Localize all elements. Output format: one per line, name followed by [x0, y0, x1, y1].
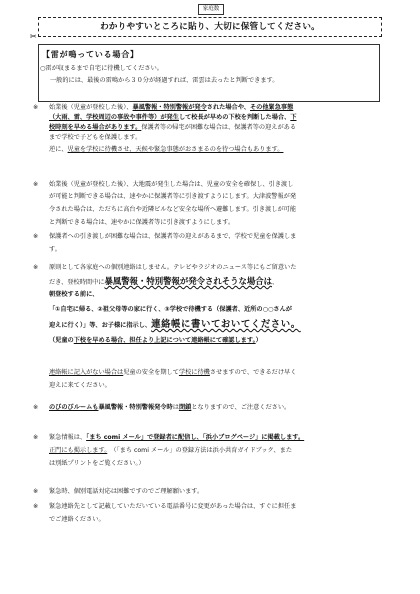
- text: 暴風警報・特別警報発令時: [98, 404, 173, 411]
- text: された場合や、: [206, 104, 250, 111]
- text: 学校に待機: [178, 369, 210, 376]
- section-2-line-1: 始業後（児童が登校した後）、大地震が発生した場合は、児童の安全を確保し、引き渡し: [49, 181, 294, 188]
- text: 保護者等の帰宅が困難な場合は、保護者等の迎えがある: [141, 124, 297, 131]
- text: 正門にも掲示します。: [49, 447, 108, 454]
- text-emergency: その他緊急事態: [249, 104, 294, 111]
- section-7-line-1: 緊急時、個別電話対応は困難ですのでご理解願います。: [49, 488, 204, 495]
- section-6-line-3: は別紙プリントをご覧ください。）: [49, 460, 145, 467]
- section-4-line-2: [49, 277, 278, 288]
- note-mark: ※: [33, 404, 39, 411]
- section-4-line-5: [49, 321, 301, 331]
- text: 校時刻を早める場合があります。: [49, 124, 142, 131]
- section-8-line-2: でご連絡ください。: [49, 516, 105, 523]
- text: 連絡帳に記入がない場合は: [49, 369, 124, 376]
- note-mark: ※: [33, 104, 39, 111]
- text: （児童の: [49, 337, 74, 344]
- note-mark: ※: [33, 264, 39, 271]
- text: して校長が早めの下校を判断した場合、: [178, 114, 291, 121]
- note-mark: ※: [33, 488, 39, 495]
- section-6-line-2: [49, 447, 292, 456]
- note-mark: ※: [33, 233, 39, 240]
- note-line-2: 迎えに来てください。: [49, 382, 111, 389]
- category-tag: 家庭数: [198, 4, 224, 15]
- text: は: [172, 404, 179, 411]
- section-1-line-4: まで学校で子どもを保護します。: [49, 134, 142, 141]
- text: 児童の安全を期して: [123, 369, 179, 376]
- section-3-line-2: す。: [49, 246, 61, 253]
- text: 下: [290, 114, 297, 121]
- section-4-line-4: 「①自宅に帰る、②祖父母等の家に行く、③学校で待機する（保護者、近所の○○さんが: [49, 306, 292, 313]
- note-mark: ※: [33, 181, 39, 188]
- section-4-line-6: [49, 337, 262, 346]
- text-warning: 暴風警報・特別警報が発令: [132, 104, 207, 111]
- text: 迎えに行く）」等、お子様に指示し、: [49, 322, 152, 329]
- text: となりますので、ご注意ください。: [191, 404, 291, 411]
- text: させますので、できるだけ早く: [209, 369, 297, 376]
- section-4-line-3: 朝登校する前に、: [49, 291, 99, 298]
- text: 始業後（児童が登校した後）、: [49, 104, 133, 111]
- text-warning-emphasis: 暴風警報・特別警報が発令されそうな場合は: [104, 276, 272, 286]
- text: 閉鎖: [178, 404, 192, 411]
- section-6-line-1: [49, 434, 304, 443]
- banner-text: わかりやすいところに貼り、大切に保管してください。: [100, 22, 320, 32]
- text: のびのびルームも: [49, 404, 99, 411]
- section-4-line-1: 原則として各家庭への個別連絡はしません。テレビやラジオのニュース等にもご留意いた: [49, 264, 297, 271]
- thunder-title: 【雷が鳴っている場合】: [42, 50, 139, 59]
- section-3-line-1: 保護者への引き渡しが困難な場合は、保護者等の迎えがあるまで、学校で児童を保護しま: [49, 233, 297, 240]
- thunder-line-2: 一般的には、最後の雷鳴から３０分が経過すれば、雷雲は去ったと判断できます。: [50, 77, 279, 84]
- text: 逆に、: [49, 146, 68, 153]
- note-line-1: [49, 369, 296, 378]
- section-1-line-1: [49, 104, 293, 113]
- scissors-icon: ✂: [30, 32, 37, 41]
- section-1-line-5: [49, 146, 283, 155]
- text-examples: （大雨、雷、学校周辺の事故や事件等）が発生: [49, 114, 179, 121]
- section-1-line-2: [49, 114, 297, 123]
- text: 、: [271, 279, 279, 286]
- note-mark: ※: [33, 503, 39, 510]
- text: 児童を学校に待機させ、天候や緊急事態がおさまるのを待つ場合もあります。: [67, 146, 284, 153]
- text: 緊急情報は、: [49, 434, 87, 441]
- text: ）: [255, 337, 262, 344]
- section-1-line-3: [49, 124, 296, 133]
- section-8-line-1: 緊急連絡先として記載していただいている電話番号に変更があった場合は、すぐに担任ま: [49, 503, 297, 510]
- text: だき、登校時間中に: [49, 279, 105, 286]
- note-mark: ※: [33, 434, 39, 441]
- text: （「まち comi メール」の登録方法は浜小共育ガイドブック、また: [107, 447, 293, 454]
- section-2-line-3: 令された場合は、ただちに高台や近隣ビルなど安全な場所へ避難します。引き渡しが可能: [49, 206, 297, 213]
- section-2-line-2: が可能と判断できる場合は、速やかに保護者等に引き渡すようにします。大津波警報が発: [49, 193, 297, 200]
- thunder-line-1: ○雷が収まるまで自宅に待機してください。: [40, 65, 163, 72]
- keep-notice-banner: [38, 17, 382, 37]
- text: 下校を早める場合、担任より上記について連絡帳にて確認します。: [73, 337, 256, 344]
- text-write-in-notebook: 連絡帳に書いておいてください。: [151, 319, 301, 330]
- text-machi-comi: 「まち comi メール」で登録者に配信し、「浜小ブログページ」に掲載します。: [86, 434, 305, 441]
- section-2-line-4: と判断できる場合は、速やかに保護者等に引き渡すようにします。: [49, 219, 235, 226]
- section-5-line-1: [49, 404, 290, 413]
